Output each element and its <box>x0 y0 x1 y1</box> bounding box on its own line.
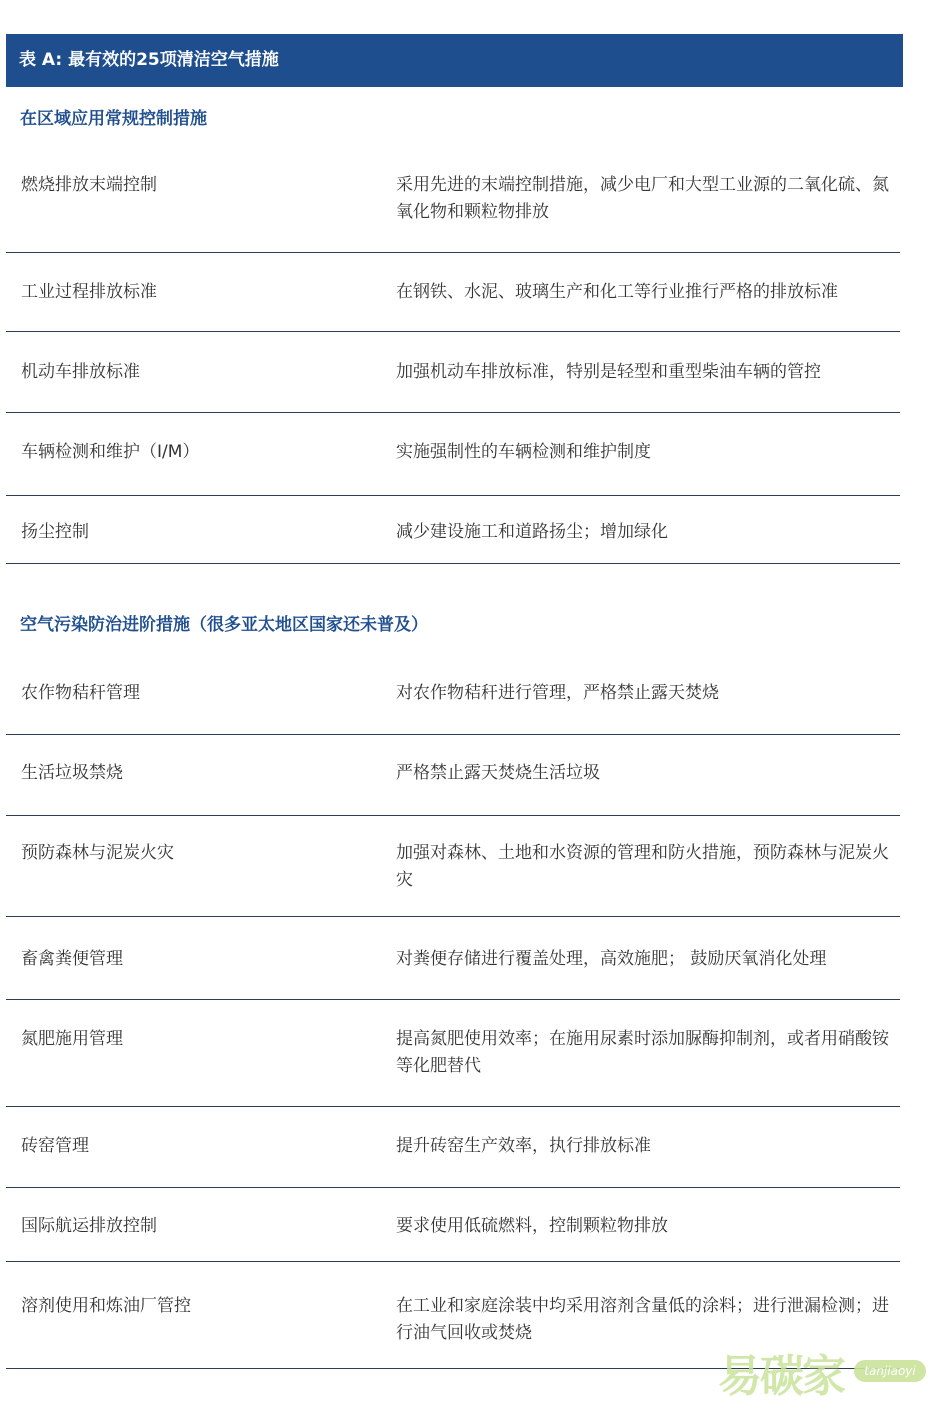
measure-name: 畜禽粪便管理 <box>21 949 123 969</box>
measure-name: 工业过程排放标准 <box>21 282 157 302</box>
table-row <box>6 150 900 253</box>
measure-description: 采用先进的末端控制措施，减少电厂和大型工业源的二氧化硫、氮氧化物和颗粒物排放 <box>396 175 889 222</box>
table-row <box>6 816 900 917</box>
measure-name: 扬尘控制 <box>21 522 89 542</box>
measure-name: 车辆检测和维护（I/M） <box>21 442 200 462</box>
table-row <box>6 1000 900 1107</box>
measure-description: 要求使用低硫燃料，控制颗粒物排放 <box>396 1216 668 1236</box>
section-heading-advanced-measures: 空气污染防治进阶措施（很多亚太地区国家还未普及） <box>20 615 428 635</box>
measure-description: 对粪便存储进行覆盖处理，高效施肥； 鼓励厌氧消化处理 <box>396 949 827 969</box>
table-row <box>6 253 900 332</box>
table-row <box>6 1107 900 1188</box>
measure-name: 国际航运排放控制 <box>21 1216 157 1236</box>
table-row <box>6 917 900 1000</box>
measure-description: 加强机动车排放标准，特别是轻型和重型柴油车辆的管控 <box>396 362 821 382</box>
watermark-text: 易碳家 <box>718 1351 844 1402</box>
table-row <box>6 413 900 496</box>
measure-name: 砖窑管理 <box>21 1136 89 1156</box>
measure-name: 氮肥施用管理 <box>21 1029 123 1049</box>
measure-name: 预防森林与泥炭火灾 <box>21 843 174 863</box>
measure-description: 在工业和家庭涂装中均采用溶剂含量低的涂料；进行泄漏检测；进行油气回收或焚烧 <box>396 1296 889 1343</box>
table-row <box>6 1188 900 1262</box>
measure-description: 提升砖窑生产效率，执行排放标准 <box>396 1136 651 1156</box>
measure-name: 农作物秸秆管理 <box>21 683 140 703</box>
measure-description: 严格禁止露天焚烧生活垃圾 <box>396 763 600 783</box>
watermark-badge: tanjiaoyi <box>854 1360 926 1382</box>
measure-name: 生活垃圾禁烧 <box>21 763 123 783</box>
measure-name: 溶剂使用和炼油厂管控 <box>21 1296 191 1316</box>
measure-description: 对农作物秸秆进行管理，严格禁止露天焚烧 <box>396 683 719 703</box>
watermark-logo <box>718 1348 928 1406</box>
measure-name: 机动车排放标准 <box>21 362 140 382</box>
table-row <box>6 332 900 413</box>
table-row <box>6 655 900 735</box>
table-row <box>6 496 900 564</box>
measure-description: 加强对森林、土地和水资源的管理和防火措施，预防森林与泥炭火灾 <box>396 843 889 890</box>
table-row <box>6 735 900 816</box>
table-title: 表 A: 最有效的25项清洁空气措施 <box>6 34 903 87</box>
measure-description: 提高氮肥使用效率；在施用尿素时添加脲酶抑制剂，或者用硝酸铵等化肥替代 <box>396 1029 889 1076</box>
measure-description: 在钢铁、水泥、玻璃生产和化工等行业推行严格的排放标准 <box>396 282 838 302</box>
measure-description: 实施强制性的车辆检测和维护制度 <box>396 442 651 462</box>
section-heading-regular-controls: 在区域应用常规控制措施 <box>20 109 207 129</box>
measure-name: 燃烧排放末端控制 <box>21 175 157 195</box>
measure-description: 减少建设施工和道路扬尘；增加绿化 <box>396 522 668 542</box>
